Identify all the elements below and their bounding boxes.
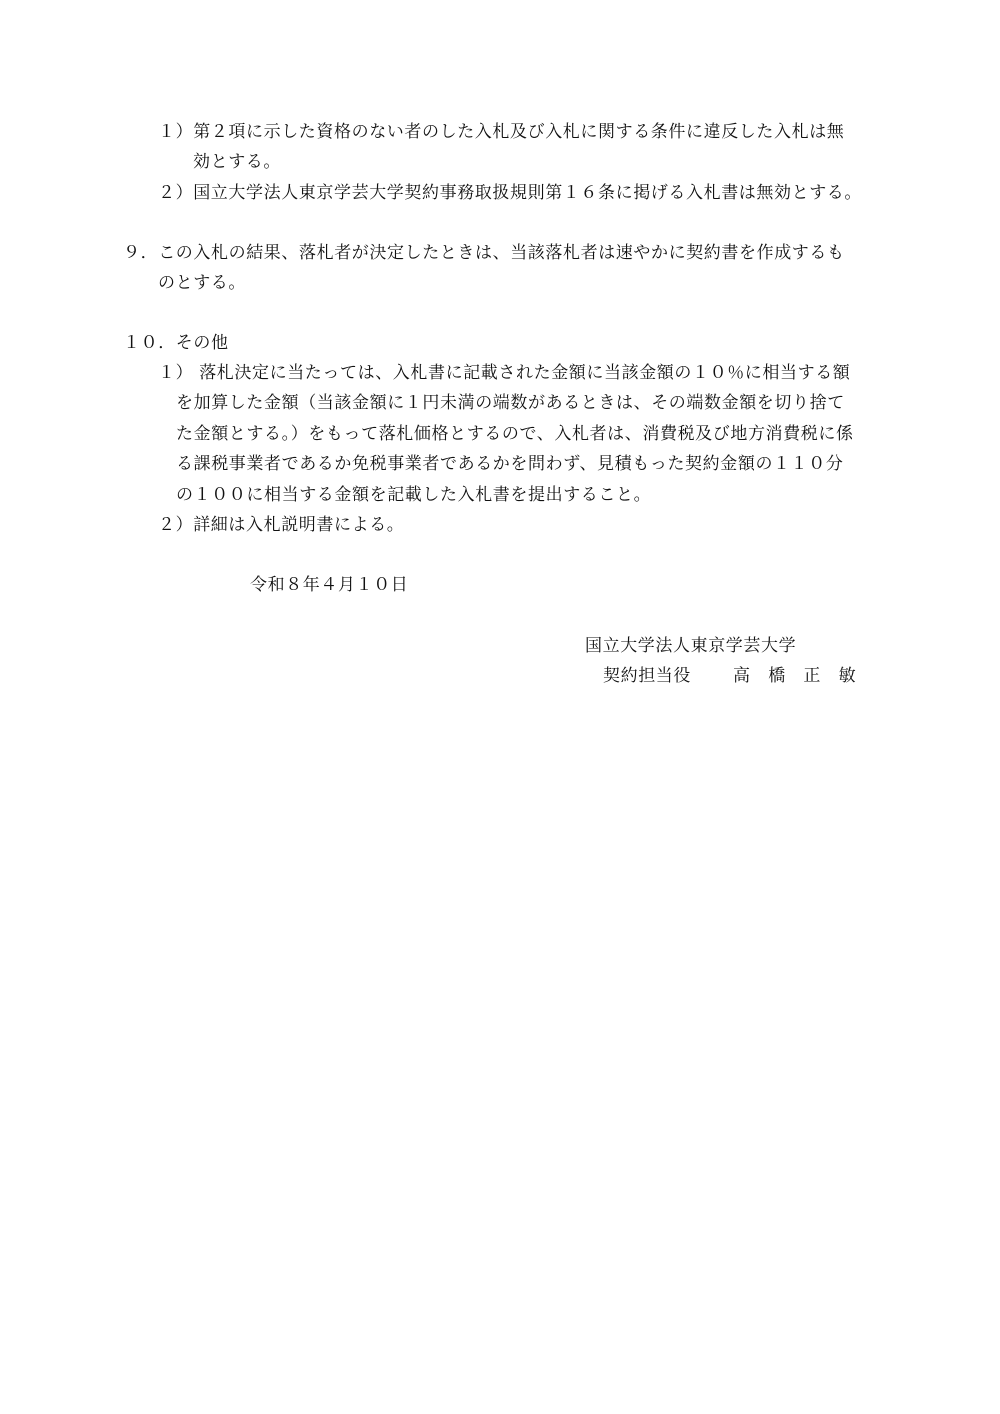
section-10-item-1-line-1: １） 落札決定に当たっては、入札書に記載された金額に当該金額の１０％に相当する額 — [158, 363, 851, 383]
section-10-item-1-line-4: る課税事業者であるか免税事業者であるかを問わず、見積もった契約金額の１１０分 — [176, 454, 844, 474]
section-9-line-2: のとする。 — [158, 273, 246, 293]
section-8-item-1-line-1: １）第２項に示した資格のない者のした入札及び入札に関する条件に違反した入札は無 — [158, 122, 845, 142]
section-10-heading: １０．その他 — [123, 333, 229, 353]
section-8-item-1-line-2: 効とする。 — [193, 152, 281, 172]
section-8-item-2: ２）国立大学法人東京学芸大学契約事務取扱規則第１６条に掲げる入札書は無効とする。 — [158, 183, 862, 203]
signature-organization: 国立大学法人東京学芸大学 — [585, 636, 797, 656]
issue-date: 令和８年４月１０日 — [250, 575, 409, 595]
section-10-item-1-line-2: を加算した金額（当該金額に１円未満の端数があるときは、その端数金額を切り捨て — [176, 393, 845, 413]
section-10-item-1-line-3: た金額とする。）をもって落札価格とするので、入札者は、消費税及び地方消費税に係 — [176, 424, 854, 444]
section-10-item-2: ２）詳細は入札説明書による。 — [158, 515, 405, 535]
signature-title: 契約担当役 — [603, 666, 691, 686]
section-10-item-1-line-5: の１００に相当する金額を記載した入札書を提出すること。 — [176, 485, 652, 505]
signature-name: 高 橋 正 敏 — [733, 666, 857, 686]
section-9-line-1: ９．この入札の結果、落札者が決定したときは、当該落札者は速やかに契約書を作成するも — [123, 243, 845, 263]
